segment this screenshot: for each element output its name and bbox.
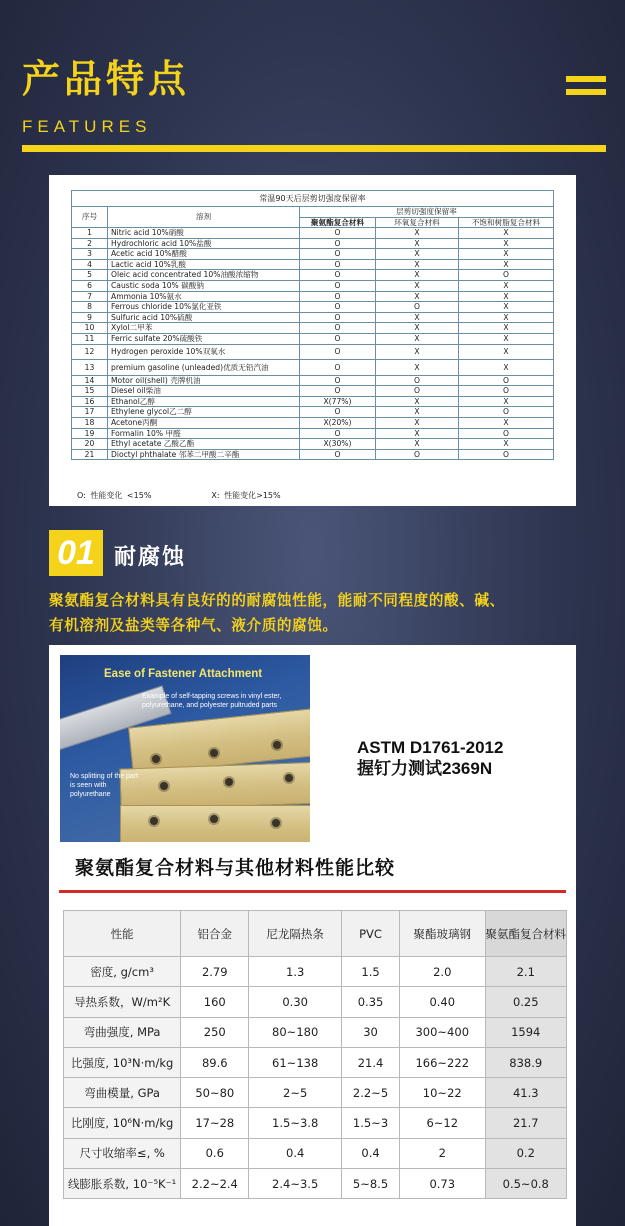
pu-result: O bbox=[300, 291, 376, 302]
solvent-name: Hydrogen peroxide 10%双氧水 bbox=[108, 344, 300, 360]
up-result: X bbox=[459, 228, 554, 239]
epoxy-result: X bbox=[376, 259, 459, 270]
up-result: O bbox=[459, 428, 554, 439]
screw-graphic bbox=[272, 819, 280, 827]
column-header: 尼龙隔热条 bbox=[249, 911, 342, 957]
row-number: 14 bbox=[72, 375, 108, 386]
row-number: 6 bbox=[72, 280, 108, 291]
property-value: 1.5~3 bbox=[342, 1108, 400, 1138]
row-number: 12 bbox=[72, 344, 108, 360]
epoxy-result: X bbox=[376, 439, 459, 450]
property-name: 导热系数，W/m²K bbox=[64, 987, 181, 1017]
table-row bbox=[72, 360, 554, 376]
section-title: 产品特点 bbox=[22, 57, 191, 101]
pu-result: O bbox=[300, 407, 376, 418]
table-header-row bbox=[64, 911, 567, 957]
table-row bbox=[72, 312, 554, 323]
solvent-name: premium gasoline (unleaded)优质无铅汽油 bbox=[108, 360, 300, 376]
property-value: 166~222 bbox=[400, 1047, 486, 1077]
pu-result: O bbox=[300, 386, 376, 397]
solvent-name: Ethanol乙醇 bbox=[108, 396, 300, 407]
pu-result: O bbox=[300, 270, 376, 281]
feature-number: 01 bbox=[49, 530, 103, 576]
up-result: O bbox=[459, 270, 554, 281]
table-row bbox=[72, 228, 554, 239]
solvent-name: Acetone丙酮 bbox=[108, 417, 300, 428]
screw-graphic bbox=[160, 782, 168, 790]
comparison-card bbox=[49, 645, 576, 1226]
table-row bbox=[72, 270, 554, 281]
table-row bbox=[72, 280, 554, 291]
table-row bbox=[72, 449, 554, 460]
col-header-up: 不饱和树脂复合材料 bbox=[459, 217, 554, 228]
epoxy-result: O bbox=[376, 449, 459, 460]
epoxy-result: X bbox=[376, 417, 459, 428]
table-row bbox=[64, 1078, 567, 1108]
epoxy-result: X bbox=[376, 312, 459, 323]
up-result: X bbox=[459, 238, 554, 249]
table-row bbox=[72, 302, 554, 313]
legend-o: O: 性能变化 <15% bbox=[77, 491, 152, 500]
property-value: 0.35 bbox=[342, 987, 400, 1017]
property-value: 2.0 bbox=[400, 957, 486, 987]
property-value: 2.4~3.5 bbox=[249, 1169, 342, 1199]
solvent-name: Acetic acid 10%醋酸 bbox=[108, 249, 300, 260]
table-row bbox=[72, 386, 554, 397]
table-row bbox=[72, 291, 554, 302]
row-number: 16 bbox=[72, 396, 108, 407]
epoxy-result: X bbox=[376, 396, 459, 407]
epoxy-result: X bbox=[376, 291, 459, 302]
photo-caption-side: No splitting of the part is seen with polyurethane bbox=[70, 773, 139, 798]
column-header: 性能 bbox=[64, 911, 181, 957]
epoxy-result: O bbox=[376, 386, 459, 397]
epoxy-result: X bbox=[376, 428, 459, 439]
up-result: X bbox=[459, 323, 554, 334]
solvent-name: Formalin 10% 甲醛 bbox=[108, 428, 300, 439]
table-row bbox=[64, 957, 567, 987]
astm-standard: ASTM D1761-2012 bbox=[357, 738, 504, 757]
pu-result: O bbox=[300, 333, 376, 344]
table-row bbox=[72, 396, 554, 407]
row-number: 11 bbox=[72, 333, 108, 344]
section-subtitle: FEATURES bbox=[22, 117, 152, 136]
row-number: 2 bbox=[72, 238, 108, 249]
row-number: 20 bbox=[72, 439, 108, 450]
row-number: 9 bbox=[72, 312, 108, 323]
pu-result: O bbox=[300, 228, 376, 239]
plank-graphic bbox=[119, 761, 310, 810]
property-value: 0.4 bbox=[249, 1138, 342, 1168]
property-value: 41.3 bbox=[485, 1078, 567, 1108]
property-value: 30 bbox=[342, 1017, 400, 1047]
property-value: 0.5~0.8 bbox=[485, 1169, 567, 1199]
pu-result: O bbox=[300, 249, 376, 260]
astm-test-label bbox=[357, 737, 503, 779]
pu-result: O bbox=[300, 259, 376, 270]
row-number: 21 bbox=[72, 449, 108, 460]
pu-result: O bbox=[300, 344, 376, 360]
menu-icon bbox=[566, 76, 606, 102]
property-name: 密度, g/cm³ bbox=[64, 957, 181, 987]
table-row bbox=[72, 238, 554, 249]
plank-graphic bbox=[120, 805, 310, 842]
property-value: 250 bbox=[181, 1017, 249, 1047]
column-header: 铝合金 bbox=[181, 911, 249, 957]
feature-desc-line2: 有机溶剂及盐类等各种气、液介质的腐蚀。 bbox=[49, 617, 338, 634]
property-value: 160 bbox=[181, 987, 249, 1017]
up-result: X bbox=[459, 396, 554, 407]
photo-title: Ease of Fastener Attachment bbox=[104, 668, 263, 680]
pu-result: O bbox=[300, 238, 376, 249]
feature-desc-line1: 聚氨酯复合材料具有良好的的耐腐蚀性能，能耐不同程度的酸、碱、 bbox=[49, 592, 505, 609]
up-result: X bbox=[459, 360, 554, 376]
epoxy-result: X bbox=[376, 249, 459, 260]
screw-graphic bbox=[210, 815, 218, 823]
up-result: O bbox=[459, 375, 554, 386]
pu-result: O bbox=[300, 302, 376, 313]
solvent-name: Hydrochloric acid 10%盐酸 bbox=[108, 238, 300, 249]
pu-result: X(77%) bbox=[300, 396, 376, 407]
up-result: O bbox=[459, 386, 554, 397]
property-name: 尺寸收缩率≤, % bbox=[64, 1138, 181, 1168]
property-value: 21.7 bbox=[485, 1108, 567, 1138]
table-row bbox=[64, 1169, 567, 1199]
up-result: X bbox=[459, 417, 554, 428]
up-result: X bbox=[459, 333, 554, 344]
table-row bbox=[64, 1138, 567, 1168]
up-result: O bbox=[459, 407, 554, 418]
property-value: 50~80 bbox=[181, 1078, 249, 1108]
solvent-name: Motor oil(shell) 壳牌机油 bbox=[108, 375, 300, 386]
table-row bbox=[72, 417, 554, 428]
epoxy-result: O bbox=[376, 375, 459, 386]
property-value: 10~22 bbox=[400, 1078, 486, 1108]
up-result: X bbox=[459, 344, 554, 360]
table-row bbox=[64, 1017, 567, 1047]
up-result: X bbox=[459, 259, 554, 270]
property-value: 2 bbox=[400, 1138, 486, 1168]
table-caption: 常温90天后层剪切强度保留率 bbox=[72, 191, 554, 207]
row-number: 7 bbox=[72, 291, 108, 302]
row-number: 19 bbox=[72, 428, 108, 439]
solvent-name: Diesel oil柴油 bbox=[108, 386, 300, 397]
row-number: 15 bbox=[72, 386, 108, 397]
solvent-name: Ethylene glycol乙二醇 bbox=[108, 407, 300, 418]
table-row bbox=[72, 439, 554, 450]
up-result: X bbox=[459, 249, 554, 260]
property-value: 2.2~5 bbox=[342, 1078, 400, 1108]
epoxy-result: X bbox=[376, 407, 459, 418]
pu-result: O bbox=[300, 323, 376, 334]
astm-result: 握钉力测试2369N bbox=[357, 759, 493, 778]
property-value: 6~12 bbox=[400, 1108, 486, 1138]
column-header: 聚酯玻璃钢 bbox=[400, 911, 486, 957]
solvent-name: Ferrous chloride 10%氯化亚铁 bbox=[108, 302, 300, 313]
epoxy-result: X bbox=[376, 344, 459, 360]
col-header-group: 层剪切强度保留率 bbox=[300, 207, 554, 218]
fastener-photo bbox=[60, 655, 310, 842]
screw-graphic bbox=[273, 741, 281, 749]
property-value: 80~180 bbox=[249, 1017, 342, 1047]
epoxy-result: X bbox=[376, 333, 459, 344]
comparison-title: 聚氨酯复合材料与其他材料性能比较 bbox=[75, 857, 396, 879]
property-name: 比刚度, 10⁶N·m/kg bbox=[64, 1108, 181, 1138]
property-name: 弯曲模量, GPa bbox=[64, 1078, 181, 1108]
pu-result: X(30%) bbox=[300, 439, 376, 450]
up-result: X bbox=[459, 280, 554, 291]
epoxy-result: O bbox=[376, 302, 459, 313]
pu-result: O bbox=[300, 428, 376, 439]
property-name: 弯曲强度, MPa bbox=[64, 1017, 181, 1047]
property-value: 2.1 bbox=[485, 957, 567, 987]
property-value: 0.73 bbox=[400, 1169, 486, 1199]
row-number: 3 bbox=[72, 249, 108, 260]
table-row bbox=[72, 375, 554, 386]
epoxy-result: X bbox=[376, 280, 459, 291]
property-value: 17~28 bbox=[181, 1108, 249, 1138]
property-value: 300~400 bbox=[400, 1017, 486, 1047]
solvent-name: Caustic soda 10% 碳酸钠 bbox=[108, 280, 300, 291]
solvent-name: Nitric acid 10%硝酸 bbox=[108, 228, 300, 239]
row-number: 5 bbox=[72, 270, 108, 281]
table-row bbox=[64, 1108, 567, 1138]
feature-label: 耐腐蚀 bbox=[114, 545, 187, 570]
solvent-name: Sulfuric acid 10%硫酸 bbox=[108, 312, 300, 323]
divider bbox=[22, 145, 606, 152]
property-name: 线膨胀系数, 10⁻⁵K⁻¹ bbox=[64, 1169, 181, 1199]
solvent-name: Ammonia 10%氨水 bbox=[108, 291, 300, 302]
solvent-name: Lactic acid 10%乳酸 bbox=[108, 259, 300, 270]
row-number: 4 bbox=[72, 259, 108, 270]
table-row bbox=[72, 323, 554, 334]
property-value: 1594 bbox=[485, 1017, 567, 1047]
row-number: 8 bbox=[72, 302, 108, 313]
up-result: X bbox=[459, 302, 554, 313]
epoxy-result: X bbox=[376, 323, 459, 334]
epoxy-result: X bbox=[376, 270, 459, 281]
solvent-name: Ferric sulfate 20%硫酸铁 bbox=[108, 333, 300, 344]
epoxy-result: X bbox=[376, 360, 459, 376]
col-header-no: 序号 bbox=[72, 207, 108, 228]
legend-x: X: 性能变化>15% bbox=[211, 491, 281, 500]
pu-result: O bbox=[300, 280, 376, 291]
property-value: 838.9 bbox=[485, 1047, 567, 1077]
property-value: 1.5~3.8 bbox=[249, 1108, 342, 1138]
comparison-table bbox=[63, 910, 567, 1199]
section-header bbox=[22, 48, 190, 137]
col-header-solvent: 溶剂 bbox=[108, 207, 300, 228]
property-value: 0.25 bbox=[485, 987, 567, 1017]
screw-graphic bbox=[152, 755, 160, 763]
screw-graphic bbox=[225, 778, 233, 786]
pu-result: X(20%) bbox=[300, 417, 376, 428]
property-value: 0.6 bbox=[181, 1138, 249, 1168]
table-row bbox=[64, 987, 567, 1017]
table-row bbox=[72, 344, 554, 360]
screw-graphic bbox=[285, 774, 293, 782]
table-legend bbox=[77, 490, 281, 501]
property-value: 2~5 bbox=[249, 1078, 342, 1108]
solvent-name: Ethyl acetate 乙酸乙酯 bbox=[108, 439, 300, 450]
property-value: 61~138 bbox=[249, 1047, 342, 1077]
property-value: 5~8.5 bbox=[342, 1169, 400, 1199]
up-result: O bbox=[459, 449, 554, 460]
photo-caption: Example of self-tapping screws in vinyl ester, polyurethane, and polyester pultruded parts bbox=[142, 693, 282, 709]
row-number: 1 bbox=[72, 228, 108, 239]
property-value: 2.2~2.4 bbox=[181, 1169, 249, 1199]
up-result: X bbox=[459, 291, 554, 302]
column-header: PVC bbox=[342, 911, 400, 957]
row-number: 13 bbox=[72, 360, 108, 376]
row-number: 18 bbox=[72, 417, 108, 428]
up-result: X bbox=[459, 439, 554, 450]
property-value: 1.5 bbox=[342, 957, 400, 987]
property-value: 89.6 bbox=[181, 1047, 249, 1077]
property-value: 1.3 bbox=[249, 957, 342, 987]
table-row bbox=[72, 407, 554, 418]
table-row bbox=[72, 333, 554, 344]
screw-graphic bbox=[210, 749, 218, 757]
feature-description bbox=[49, 588, 609, 638]
solvent-name: Dioctyl phthalate 邻苯二甲酸二辛酯 bbox=[108, 449, 300, 460]
table-row bbox=[64, 1047, 567, 1077]
property-value: 21.4 bbox=[342, 1047, 400, 1077]
resistance-table bbox=[71, 190, 554, 460]
pu-result: O bbox=[300, 375, 376, 386]
property-value: 0.30 bbox=[249, 987, 342, 1017]
col-header-pu: 聚氨酯复合材料 bbox=[300, 217, 376, 228]
pu-result: O bbox=[300, 449, 376, 460]
col-header-epoxy: 环氧复合材料 bbox=[376, 217, 459, 228]
column-header: 聚氨酯复合材料 bbox=[485, 911, 567, 957]
pu-result: O bbox=[300, 360, 376, 376]
row-number: 10 bbox=[72, 323, 108, 334]
screw-graphic bbox=[150, 817, 158, 825]
resistance-table-card bbox=[49, 175, 576, 506]
table-row bbox=[72, 249, 554, 260]
property-value: 0.40 bbox=[400, 987, 486, 1017]
red-divider bbox=[59, 890, 566, 893]
table-row bbox=[72, 428, 554, 439]
epoxy-result: X bbox=[376, 238, 459, 249]
pu-result: O bbox=[300, 312, 376, 323]
row-number: 17 bbox=[72, 407, 108, 418]
epoxy-result: X bbox=[376, 228, 459, 239]
table-row bbox=[72, 259, 554, 270]
solvent-name: Xylol二甲苯 bbox=[108, 323, 300, 334]
property-value: 0.2 bbox=[485, 1138, 567, 1168]
property-name: 比强度, 10³N·m/kg bbox=[64, 1047, 181, 1077]
property-value: 0.4 bbox=[342, 1138, 400, 1168]
up-result: X bbox=[459, 312, 554, 323]
solvent-name: Oleic acid concentrated 10%油酸浓缩物 bbox=[108, 270, 300, 281]
property-value: 2.79 bbox=[181, 957, 249, 987]
